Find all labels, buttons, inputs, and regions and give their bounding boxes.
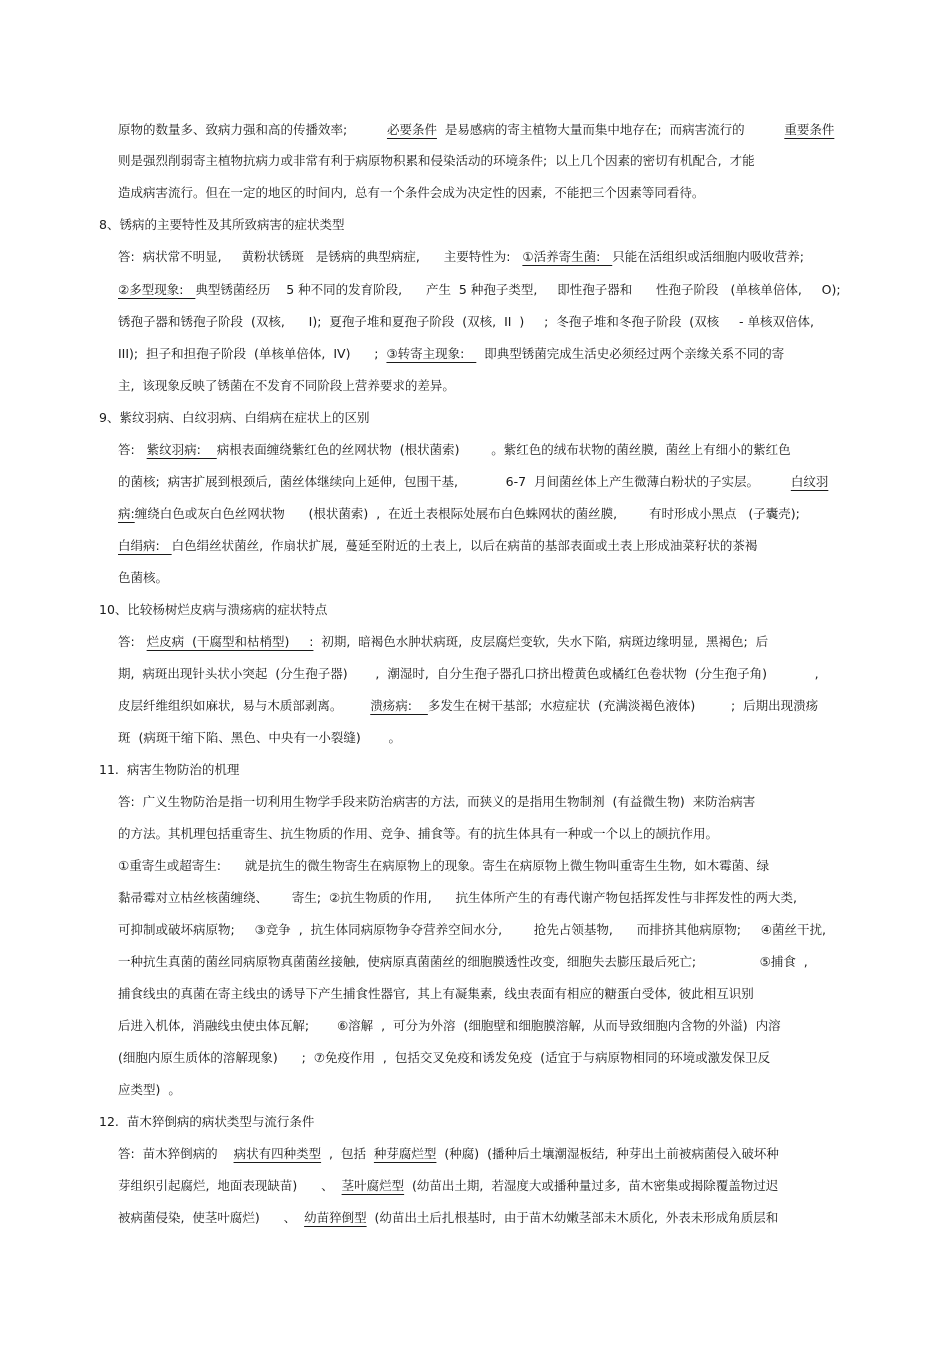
text-segment: 应类型) 。 [118, 1082, 181, 1097]
text-segment: 缠绕白色或灰白色丝网状物 (根状菌索) , 在近土表根际处展布白色蛛网状的菌丝膜, 有时形成小黑点 (子囊壳); [134, 506, 800, 521]
text-segment: 芽组织引起腐烂, 地面表现缺苗) 、 [118, 1178, 342, 1193]
underlined-term: 白纹羽 [790, 474, 829, 489]
text-segment: 9、紫纹羽病、白纹羽病、白绢病在症状上的区别 [99, 410, 370, 425]
text-line [118, 665, 819, 683]
text-segment: 可抑制或破坏病原物; ③竞争 , 抗生体同病原物争夺营养空间水分, 抢先占领基物, 而排挤其他病原物; ④菌丝干扰, [118, 922, 826, 937]
underlined-term: 种芽腐烂型 [373, 1146, 437, 1161]
text-segment: 即典型锈菌完成生活史必须经过两个亲缘关系不同的寄 [476, 346, 785, 361]
text-line [118, 441, 791, 459]
text-line [118, 505, 800, 523]
text-segment: 初期, 暗褐色水肿状病斑, 皮层腐烂变软, 失水下陷, 病斑边缘明显, 黑褐色; 后 [313, 634, 769, 649]
text-segment: 后进入机体, 消融线虫使虫体瓦解; ⑥溶解 , 可分为外溶 (细胞壁和细胞膜溶解, 从而导致细胞内含物的外溢) 内溶 [118, 1018, 781, 1033]
underlined-term: ③转寄主现象: [386, 346, 477, 361]
underlined-term: 白绢病: [118, 538, 172, 553]
text-line [118, 1145, 779, 1163]
text-segment: (幼苗出土期, 若湿度大或播种量过多, 苗木密集或揭除覆盖物过迟 [404, 1178, 779, 1193]
text-segment: 12. 苗木猝倒病的病状类型与流行条件 [99, 1114, 315, 1129]
text-line [118, 1017, 781, 1035]
text-line [118, 313, 814, 331]
text-line [99, 761, 239, 779]
text-segment: 8、锈病的主要特性及其所致病害的症状类型 [99, 217, 345, 232]
text-segment: 答: [118, 442, 147, 457]
text-segment: 的方法。其机理包括重寄生、抗生物质的作用、竞争、捕食等。有的抗生体具有一种或一个以上的颉抗作用。 [118, 826, 719, 841]
text-segment: III); 担子和担孢子阶段 (单核单倍体, IV) ; [118, 346, 387, 361]
text-segment: 一种抗生真菌的菌丝同病原物真菌菌丝接触, 使病原真菌菌丝的细胞膜透性改变, 细胞失去膨压最后死亡; ⑤捕食 , [118, 954, 808, 969]
text-line [118, 985, 754, 1003]
text-line [118, 825, 718, 843]
text-segment: 10、比较杨树烂皮病与溃疡病的症状特点 [99, 602, 328, 617]
text-segment: (幼苗出土后扎根基时, 由于苗木幼嫩茎部未木质化, 外表未形成角质层和 [366, 1210, 779, 1225]
text-line [99, 409, 369, 427]
text-segment: 被病菌侵染, 使茎叶腐烂) 、 [118, 1210, 305, 1225]
text-segment: (细胞内原生质体的溶解现象) ; ⑦免疫作用 , 包括交叉免疫和诱发免疫 (适宜于与病原物相同的环境或激发保卫反 [118, 1050, 771, 1065]
text-line [118, 569, 168, 587]
text-line [118, 857, 769, 875]
underlined-term: 茎叶腐烂型 [341, 1178, 405, 1193]
text-segment: 造成病害流行。但在一定的地区的时间内, 总有一个条件会成为决定性的因素, 不能把三个因素等同看待。 [118, 185, 705, 200]
text-line [118, 889, 797, 907]
text-line [118, 184, 704, 202]
text-segment: 期, 病斑出现针头状小突起 (分生孢子器) , 潮湿时, 自分生孢子器孔口挤出橙黄色或橘红色卷状物 (分生孢子角) , [118, 666, 819, 681]
text-segment: 典型锈菌经历 5 种不同的发育阶段, 产生 5 种孢子类型, 即性孢子器和 性孢子阶段 (单核单倍体, O); [195, 282, 841, 297]
text-segment: 答: 病状常不明显, 黄粉状锈斑 是锈病的典型病症, 主要特性为: [118, 249, 523, 264]
text-line [99, 601, 327, 619]
text-segment: 多发生在树干基部; 水痘症状 (充满淡褐色液体) ; 后期出现溃疡 [427, 698, 819, 713]
underlined-term: 烂皮病 (干腐型和枯梢型) : [146, 634, 314, 649]
text-line [118, 1049, 770, 1067]
underlined-term: 病状有四种类型 [233, 1146, 322, 1161]
text-segment: 答: 苗木猝倒病的 [118, 1146, 234, 1161]
text-line [118, 921, 826, 939]
underlined-term: 重要条件 [784, 122, 835, 137]
text-line [118, 121, 834, 139]
text-line [118, 377, 455, 395]
underlined-term: 必要条件 [386, 122, 437, 137]
text-segment: 黏帚霉对立枯丝核菌缠绕、 寄生; ②抗生物质的作用, 抗生体所产生的有毒代谢产物包括挥发性与非挥发性的两大类, [118, 890, 797, 905]
text-segment: 则是强烈削弱寄主植物抗病力或非常有利于病原物积累和侵染活动的环境条件; 以上几个因素的密切有机配合, 才能 [118, 153, 755, 168]
text-line [118, 793, 755, 811]
text-segment: 答: [118, 634, 147, 649]
text-line [118, 1081, 181, 1099]
text-segment: 病根表面缠绕紫红色的丝网状物 (根状菌索) 。紫红色的绒布状物的菌丝膜, 菌丝上有细小的紫红色 [216, 442, 791, 457]
text-segment: 主, 该现象反映了锈菌在不发育不同阶段上营养要求的差异。 [118, 378, 455, 393]
underlined-term: 幼苗猝倒型 [304, 1210, 367, 1225]
text-segment: 色菌核。 [118, 570, 169, 585]
text-segment: 捕食线虫的真菌在寄主线虫的诱导下产生捕食性器官, 其上有凝集素, 线虫表面有相应的糖蛋白受体, 彼此相互识别 [118, 986, 754, 1001]
text-segment: 的菌核; 病害扩展到根颈后, 菌丝体继续向上延伸, 包围干基, 6-7 月间菌丝体上产生微薄白粉状的子实层。 [118, 474, 791, 489]
underlined-term: ②多型现象: [118, 282, 196, 297]
text-line [118, 537, 757, 555]
text-line [118, 248, 804, 266]
text-line [118, 1177, 778, 1195]
text-line [118, 345, 784, 363]
underlined-term: ①活养寄生菌: [522, 249, 613, 264]
text-segment: 11. 病害生物防治的机理 [99, 762, 240, 777]
text-segment: (种腐) (播种后土壤潮湿板结, 种芽出土前被病菌侵入破坏种 [436, 1146, 779, 1161]
text-line [99, 216, 344, 234]
text-line [118, 729, 401, 747]
underlined-term: 溃疡病: [370, 698, 428, 713]
text-segment: 只能在活组织或活细胞内吸收营养; [612, 249, 804, 264]
text-line [118, 697, 818, 715]
text-segment: 锈孢子器和锈孢子阶段 (双核, I); 夏孢子堆和夏孢子阶段 (双核, II ) ; 冬孢子堆和冬孢子阶段 (双核 - 单核双倍体, [118, 314, 814, 329]
text-line [99, 1113, 314, 1131]
text-segment: 斑 (病斑干缩下陷、黑色、中央有一小裂缝) 。 [118, 730, 402, 745]
text-segment: 是易感病的寄主植物大量而集中地存在; 而病害流行的 [436, 122, 785, 137]
text-segment: 原物的数量多、致病力强和高的传播效率; [118, 122, 387, 137]
text-line [118, 633, 768, 651]
text-line [118, 152, 755, 170]
text-line [118, 281, 841, 299]
underlined-term: 病: [118, 506, 135, 521]
text-segment: ①重寄生或超寄生: 就是抗生的微生物寄生在病原物上的现象。寄生在病原物上微生物叫重寄生生物, 如木霉菌、绿 [118, 858, 770, 873]
text-line [118, 473, 828, 491]
text-segment: 白色绢丝状菌丝, 作扇状扩展, 蔓延至附近的土表上, 以后在病苗的基部表面或土表上形成油菜籽状的茶褐 [171, 538, 758, 553]
text-segment: , 包括 [321, 1146, 374, 1161]
text-line [118, 953, 808, 971]
text-segment: 皮层纤维组织如麻状, 易与木质部剥离。 [118, 698, 371, 713]
text-line [118, 1209, 778, 1227]
text-segment: 答: 广义生物防治是指一切利用生物学手段来防治病害的方法, 而狭义的是指用生物制剂 (有益微生物) 来防治病害 [118, 794, 756, 809]
underlined-term: 紫纹羽病: [146, 442, 217, 457]
